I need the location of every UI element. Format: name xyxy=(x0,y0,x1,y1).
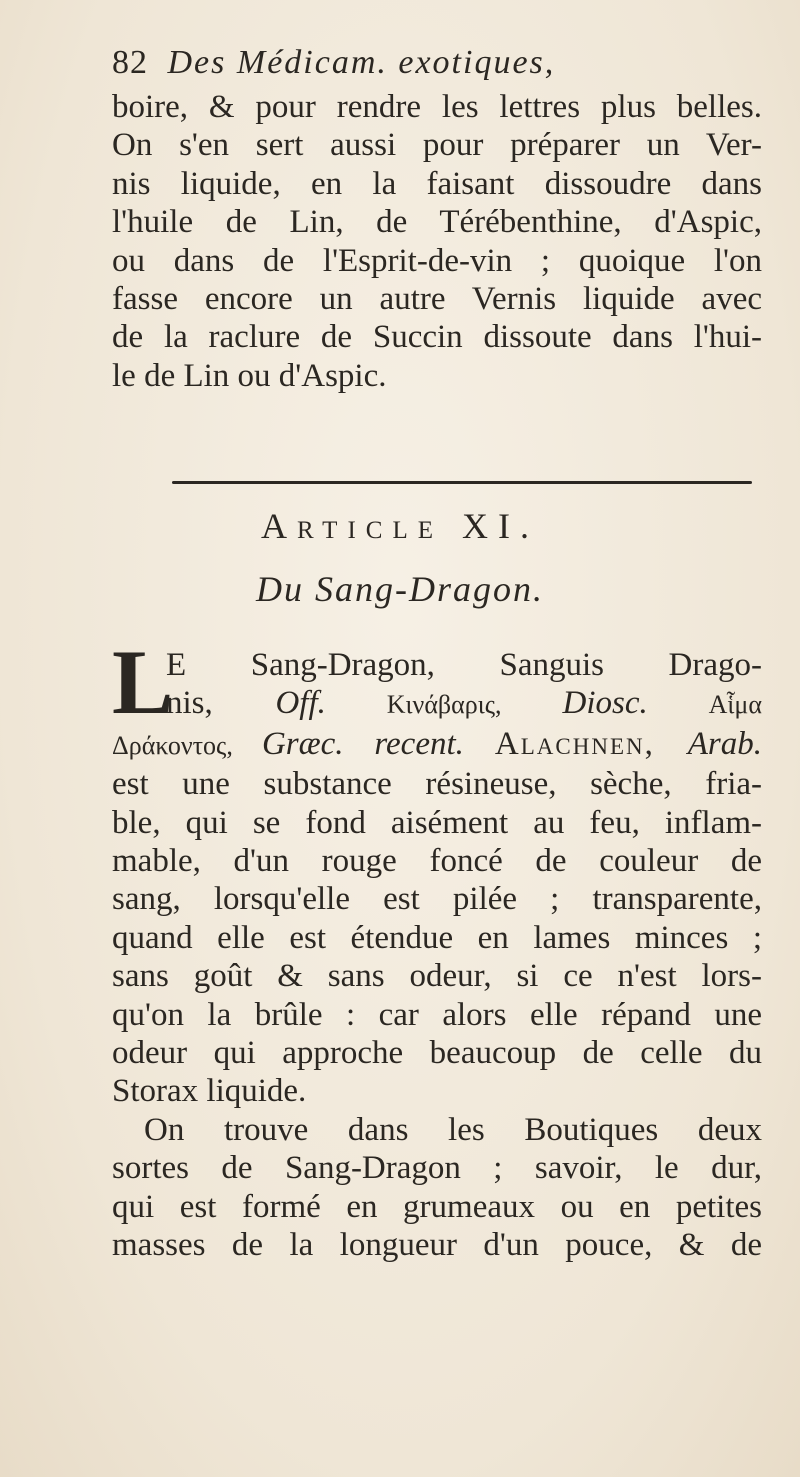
text-segment: Κινάβαρις, xyxy=(325,690,563,720)
text-line: odeur qui approche beaucoup de celle du xyxy=(112,1035,762,1072)
text-line: le de Lin ou d'Aspic. xyxy=(112,357,387,394)
text-line: sortes de Sang-Dragon ; savoir, le dur, xyxy=(112,1150,762,1187)
page-number: 82 xyxy=(112,44,148,81)
text-line: mable, d'un rouge foncé de couleur de xyxy=(112,843,762,880)
article-heading: Article XI. xyxy=(261,506,539,546)
text-line: fasse encore un autre Vernis liquide avec xyxy=(112,281,762,318)
text-line: ble, qui se fond aisément au feu, inflam- xyxy=(112,804,762,841)
text-line: quand elle est étendue en lames minces ; xyxy=(112,919,762,956)
text-segment: Αἷμα xyxy=(647,690,762,720)
text-segment: Δράκοντος, xyxy=(112,730,262,760)
text-segment: Diosc. xyxy=(562,685,648,722)
text-segment: Off. xyxy=(275,685,326,722)
text-line: On trouve dans les Boutiques deux xyxy=(144,1111,762,1148)
text-line: masses de la longueur d'un pouce, & de xyxy=(112,1227,762,1264)
text-segment: nis, xyxy=(166,685,276,722)
text-line: nis liquide, en la faisant dissoudre dans xyxy=(112,165,762,202)
text-line: ou dans de l'Esprit-de-vin ; quoique l'on xyxy=(112,242,762,279)
paragraph-sang-dragon xyxy=(112,646,762,1265)
text-line: Storax liquide. xyxy=(112,1073,307,1110)
text-line: est une substance résineuse, sèche, fria- xyxy=(112,766,762,803)
text-line xyxy=(112,725,762,765)
text-line xyxy=(112,646,762,684)
paragraph-varnish xyxy=(112,88,762,395)
text-line: sans goût & sans odeur, si ce n'est lors- xyxy=(112,958,762,995)
text-line: sang, lorsqu'elle est pilée ; transparente, xyxy=(112,881,762,918)
drop-cap: L xyxy=(112,631,174,733)
running-header xyxy=(112,44,752,82)
text-line: On s'en sert aussi pour préparer un Ver- xyxy=(112,127,762,164)
article-subheading: Du Sang-Dragon. xyxy=(256,569,544,609)
text-line: boire, & pour rendre les lettres plus belles. xyxy=(112,89,762,125)
text-segment: Arab. xyxy=(687,725,762,762)
text-segment: Alachnen, xyxy=(463,725,688,762)
section-divider xyxy=(172,481,752,484)
text-segment: Græc. recent. xyxy=(261,725,464,762)
text-line xyxy=(112,684,762,724)
text-line: qu'on la brûle : car alors elle répand une xyxy=(112,996,762,1033)
text-segment: E Sang-Dragon, Sanguis Drago- xyxy=(166,647,762,683)
running-title: Des Médicam. exotiques, xyxy=(167,44,556,81)
text-line: qui est formé en grumeaux ou en petites xyxy=(112,1188,762,1225)
text-line: l'huile de Lin, de Térébenthine, d'Aspic, xyxy=(112,204,762,241)
text-line: de la raclure de Succin dissoute dans l'hui- xyxy=(112,319,762,356)
